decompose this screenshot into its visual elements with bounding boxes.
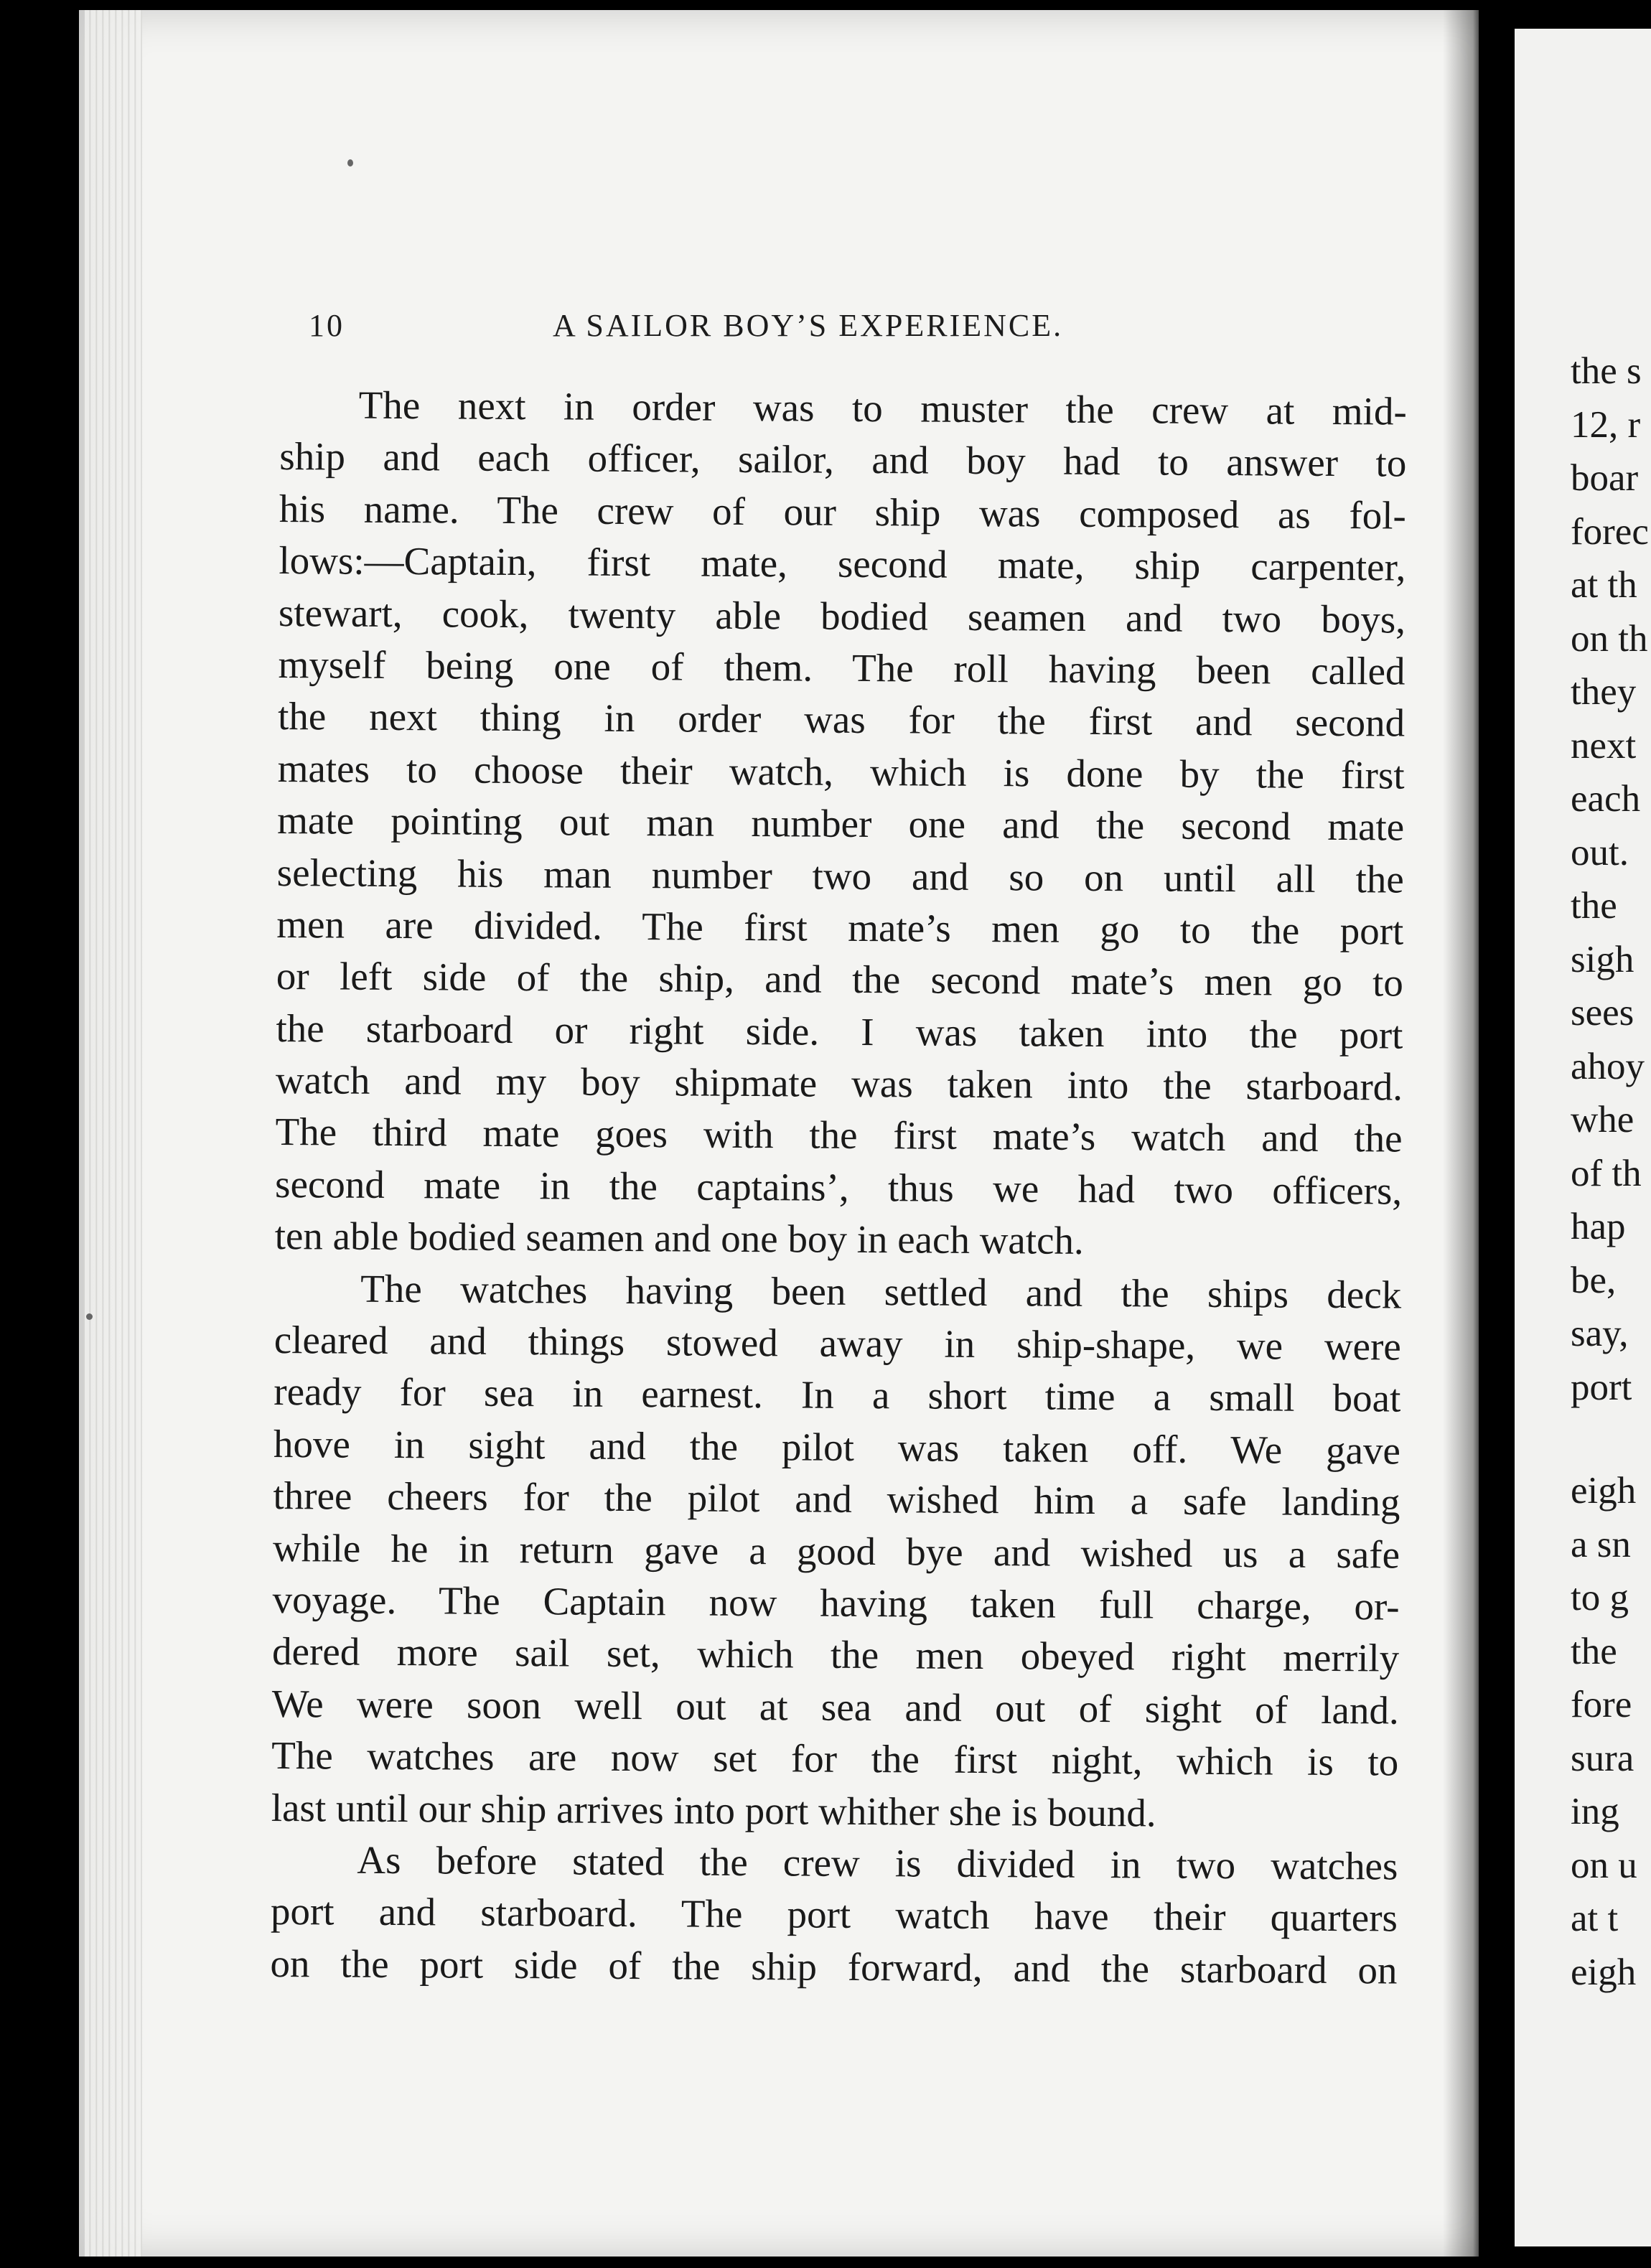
text-line: cleared and things stowed away in ship-shape, we were [273, 1318, 1401, 1369]
text-line: the next thing in order was for the first and second [277, 694, 1406, 745]
text-line: to g [1571, 1577, 1629, 1618]
text-line: out. [1571, 831, 1629, 873]
text-line: last until our ship arrives into port whither she is bound. [271, 1785, 1156, 1835]
body-text [270, 379, 1407, 1997]
running-head: A SAILOR BOY’S EXPERIENCE. [553, 308, 1064, 343]
right-page-text [1571, 345, 1649, 1999]
text-line: The third mate goes with the first mate’s watch and the [275, 1110, 1403, 1161]
text-line: on th [1571, 617, 1648, 660]
text-line: eigh [1571, 1470, 1637, 1512]
text-line: next [1571, 724, 1637, 767]
text-line: ahoy [1571, 1045, 1645, 1087]
text-line: mate pointing out man number one and the second mate [277, 798, 1405, 849]
text-line: ship and each officer, sailor, and boy had to answer to [279, 434, 1407, 485]
text-line: or left side of the ship, and the second mate’s men go to [276, 954, 1404, 1005]
text-line: ready for sea in earnest. In a short time a small boat [273, 1369, 1401, 1420]
text-line: three cheers for the pilot and wished him a safe landing [273, 1473, 1400, 1524]
text-line: We were soon well out at sea and out of sight of land. [271, 1681, 1399, 1733]
text-line: stewart, cook, twenty able bodied seamen and two boys, [278, 590, 1406, 642]
text-line: sees [1571, 992, 1634, 1034]
text-line: his name. The crew of our ship was composed as fol- [279, 486, 1407, 538]
text-line: boar [1571, 457, 1639, 499]
text-line: As before stated the crew is divided in two watches [357, 1837, 1398, 1888]
text-line: men are divided. The first mate’s men go to the port [276, 901, 1404, 953]
text-line: the [1571, 885, 1617, 927]
text-line: second mate in the captains’, thus we had two officers, [274, 1161, 1403, 1213]
text-line: The watches having been settled and the ships deck [360, 1266, 1402, 1317]
scan-speck [347, 159, 353, 167]
text-line: sura [1571, 1737, 1634, 1779]
text-line: at th [1571, 564, 1637, 606]
page-number: 10 [309, 308, 345, 343]
text-line: fore [1571, 1684, 1632, 1725]
binding-gutter [1443, 10, 1486, 2257]
right-page-fragment [1515, 29, 1651, 2246]
text-line: hap [1571, 1206, 1626, 1247]
text-line: while he in return gave a good bye and wished us a safe [272, 1525, 1400, 1577]
text-line: on the port side of the ship forward, and the starboard on [270, 1941, 1398, 1992]
text-line: eigh [1571, 1951, 1637, 1993]
text-line: each [1571, 778, 1641, 820]
text-line: myself being one of them. The roll having been called [278, 642, 1406, 693]
text-line: voyage. The Captain now having taken full charge, or- [272, 1577, 1400, 1629]
text-line: of th [1571, 1152, 1642, 1194]
text-line: the s [1571, 350, 1642, 392]
text-line: on u [1571, 1844, 1637, 1886]
text-line: sigh [1571, 938, 1634, 980]
paragraph-gap [1571, 1414, 1649, 1464]
text-line: dered more sail set, which the men obeyed right merrily [271, 1629, 1400, 1680]
text-line: be, [1571, 1259, 1617, 1301]
page-edges [85, 10, 142, 2257]
text-line: selecting his man number two and so on until all the [276, 850, 1404, 901]
text-line: The watches are now set for the first night, which is to [271, 1733, 1399, 1784]
text-line: ing [1571, 1791, 1619, 1832]
text-line: hove in sight and the pilot was taken off. We gave [273, 1421, 1401, 1473]
text-line: 12, r [1571, 403, 1641, 446]
text-line: watch and my boy shipmate was taken into the starboard. [275, 1058, 1403, 1109]
text-line: port [1571, 1366, 1632, 1408]
text-line: The next in order was to muster the crew at mid- [358, 383, 1407, 434]
text-line: forec [1571, 510, 1649, 553]
text-line: port and starboard. The port watch have their quarters [270, 1889, 1398, 1940]
text-line: say, [1571, 1313, 1629, 1354]
text-line: at t [1571, 1898, 1619, 1939]
scan-speck [86, 1313, 93, 1320]
text-line: the [1571, 1630, 1617, 1672]
text-line: mates to choose their watch, which is done by the first [277, 746, 1405, 797]
text-line: whe [1571, 1099, 1634, 1140]
text-line: lows:—Captain, first mate, second mate, ship carpenter, [279, 538, 1406, 589]
text-line: a sn [1571, 1523, 1631, 1565]
text-line: ten able bodied seamen and one boy in each watch. [274, 1214, 1084, 1263]
text-line: the starboard or right side. I was taken into the port [276, 1006, 1403, 1057]
text-line: they [1571, 671, 1637, 713]
